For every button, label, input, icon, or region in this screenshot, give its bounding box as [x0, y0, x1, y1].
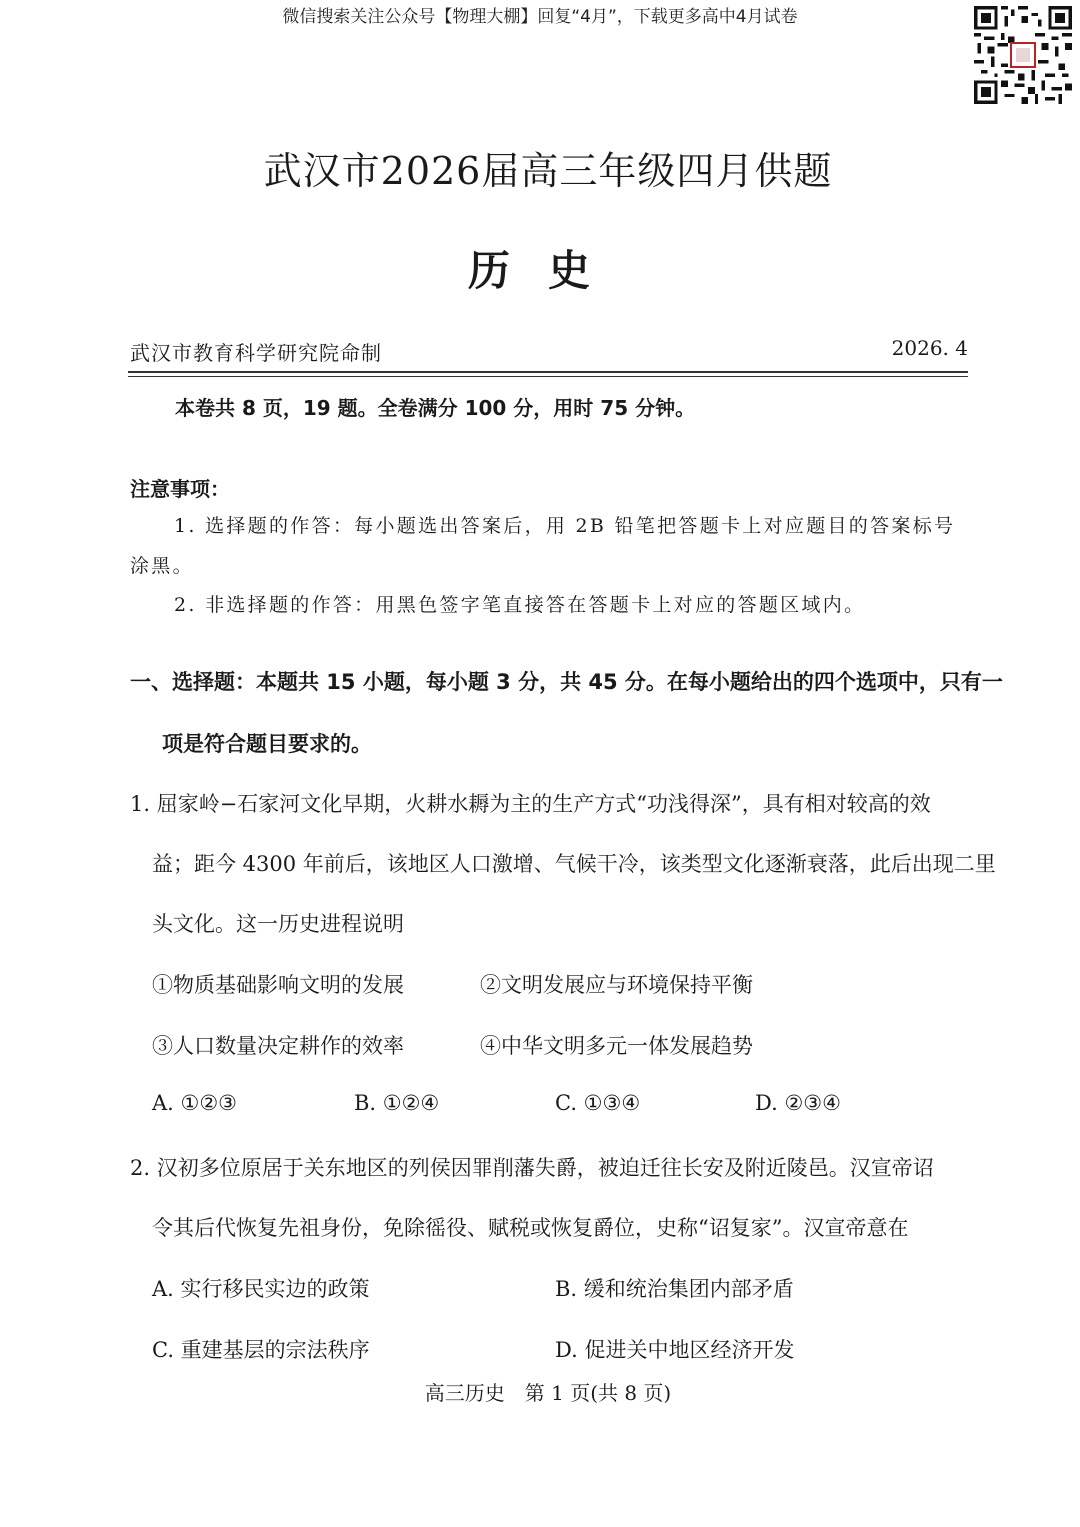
question-1-option-c: C. ①③④: [555, 1091, 641, 1115]
question-2-stem: 2. 汉初多位原居于关东地区的列侯因罪削藩失爵，被迫迁往长安及附近陵邑。汉宣帝诏: [130, 1156, 934, 1180]
publisher: 武汉市教育科学研究院命制: [130, 341, 382, 365]
question-2-option-c: C. 重建基层的宗法秩序: [152, 1338, 370, 1362]
note-item-1: 1. 选择题的作答：每小题选出答案后，用 2B 铅笔把答题卡上对应题目的答案标号: [174, 515, 956, 537]
question-2-stem-2: 令其后代恢复先祖身份，免除徭役、赋税或恢复爵位，史称“诏复家”。汉宣帝意在: [152, 1216, 909, 1240]
section-heading-cont: 项是符合题目要求的。: [162, 732, 372, 756]
subject-title: 历史: [467, 246, 628, 295]
question-1-stem-2: 益；距今 4300 年前后，该地区人口激增、气候干冷，该类型文化逐渐衰落，此后出现二里: [152, 852, 996, 876]
question-1-stem: 1. 屈家岭−石家河文化早期，火耕水耨为主的生产方式“功浅得深”，具有相对较高的效: [130, 792, 931, 816]
question-1-option-a: A. ①②③: [152, 1091, 237, 1115]
question-1-stem-3: 头文化。这一历史进程说明: [152, 912, 404, 936]
question-2-option-d: D. 促进关中地区经济开发: [555, 1338, 795, 1362]
question-1-statement-3: ③人口数量决定耕作的效率: [152, 1034, 404, 1058]
question-1-option-d: D. ②③④: [755, 1091, 841, 1115]
header-rule-thick: [128, 371, 968, 373]
question-1-statement-1: ①物质基础影响文明的发展: [152, 973, 404, 997]
question-2-option-a: A. 实行移民实边的政策: [152, 1277, 370, 1301]
qr-code: [974, 6, 1072, 104]
question-2-option-b: B. 缓和统治集团内部矛盾: [555, 1277, 794, 1301]
notes-heading: 注意事项：: [130, 477, 230, 501]
question-1-statement-2: ②文明发展应与环境保持平衡: [480, 973, 753, 997]
exam-title: 武汉市2026届高三年级四月供题: [263, 149, 833, 193]
question-1-option-b: B. ①②④: [354, 1091, 440, 1115]
header-rule-thin: [128, 376, 968, 377]
note-item-1-cont: 涂黑。: [130, 555, 194, 577]
section-heading: 一、选择题：本题共 15 小题，每小题 3 分，共 45 分。在每小题给出的四个选项中，只有一: [130, 670, 1003, 694]
page-footer: 高三历史 第 1 页(共 8 页): [424, 1381, 672, 1405]
question-1-statement-4: ④中华文明多元一体发展趋势: [480, 1034, 753, 1058]
promo-banner: 微信搜索关注公众号【物理大棚】回复“4月”，下载更多高中4月试卷: [282, 7, 798, 27]
exam-intro: 本卷共 8 页，19 题。全卷满分 100 分，用时 75 分钟。: [175, 396, 696, 420]
note-item-2: 2. 非选择题的作答：用黑色签字笔直接答在答题卡上对应的答题区域内。: [174, 594, 866, 616]
publish-date: 2026. 4: [891, 336, 968, 360]
